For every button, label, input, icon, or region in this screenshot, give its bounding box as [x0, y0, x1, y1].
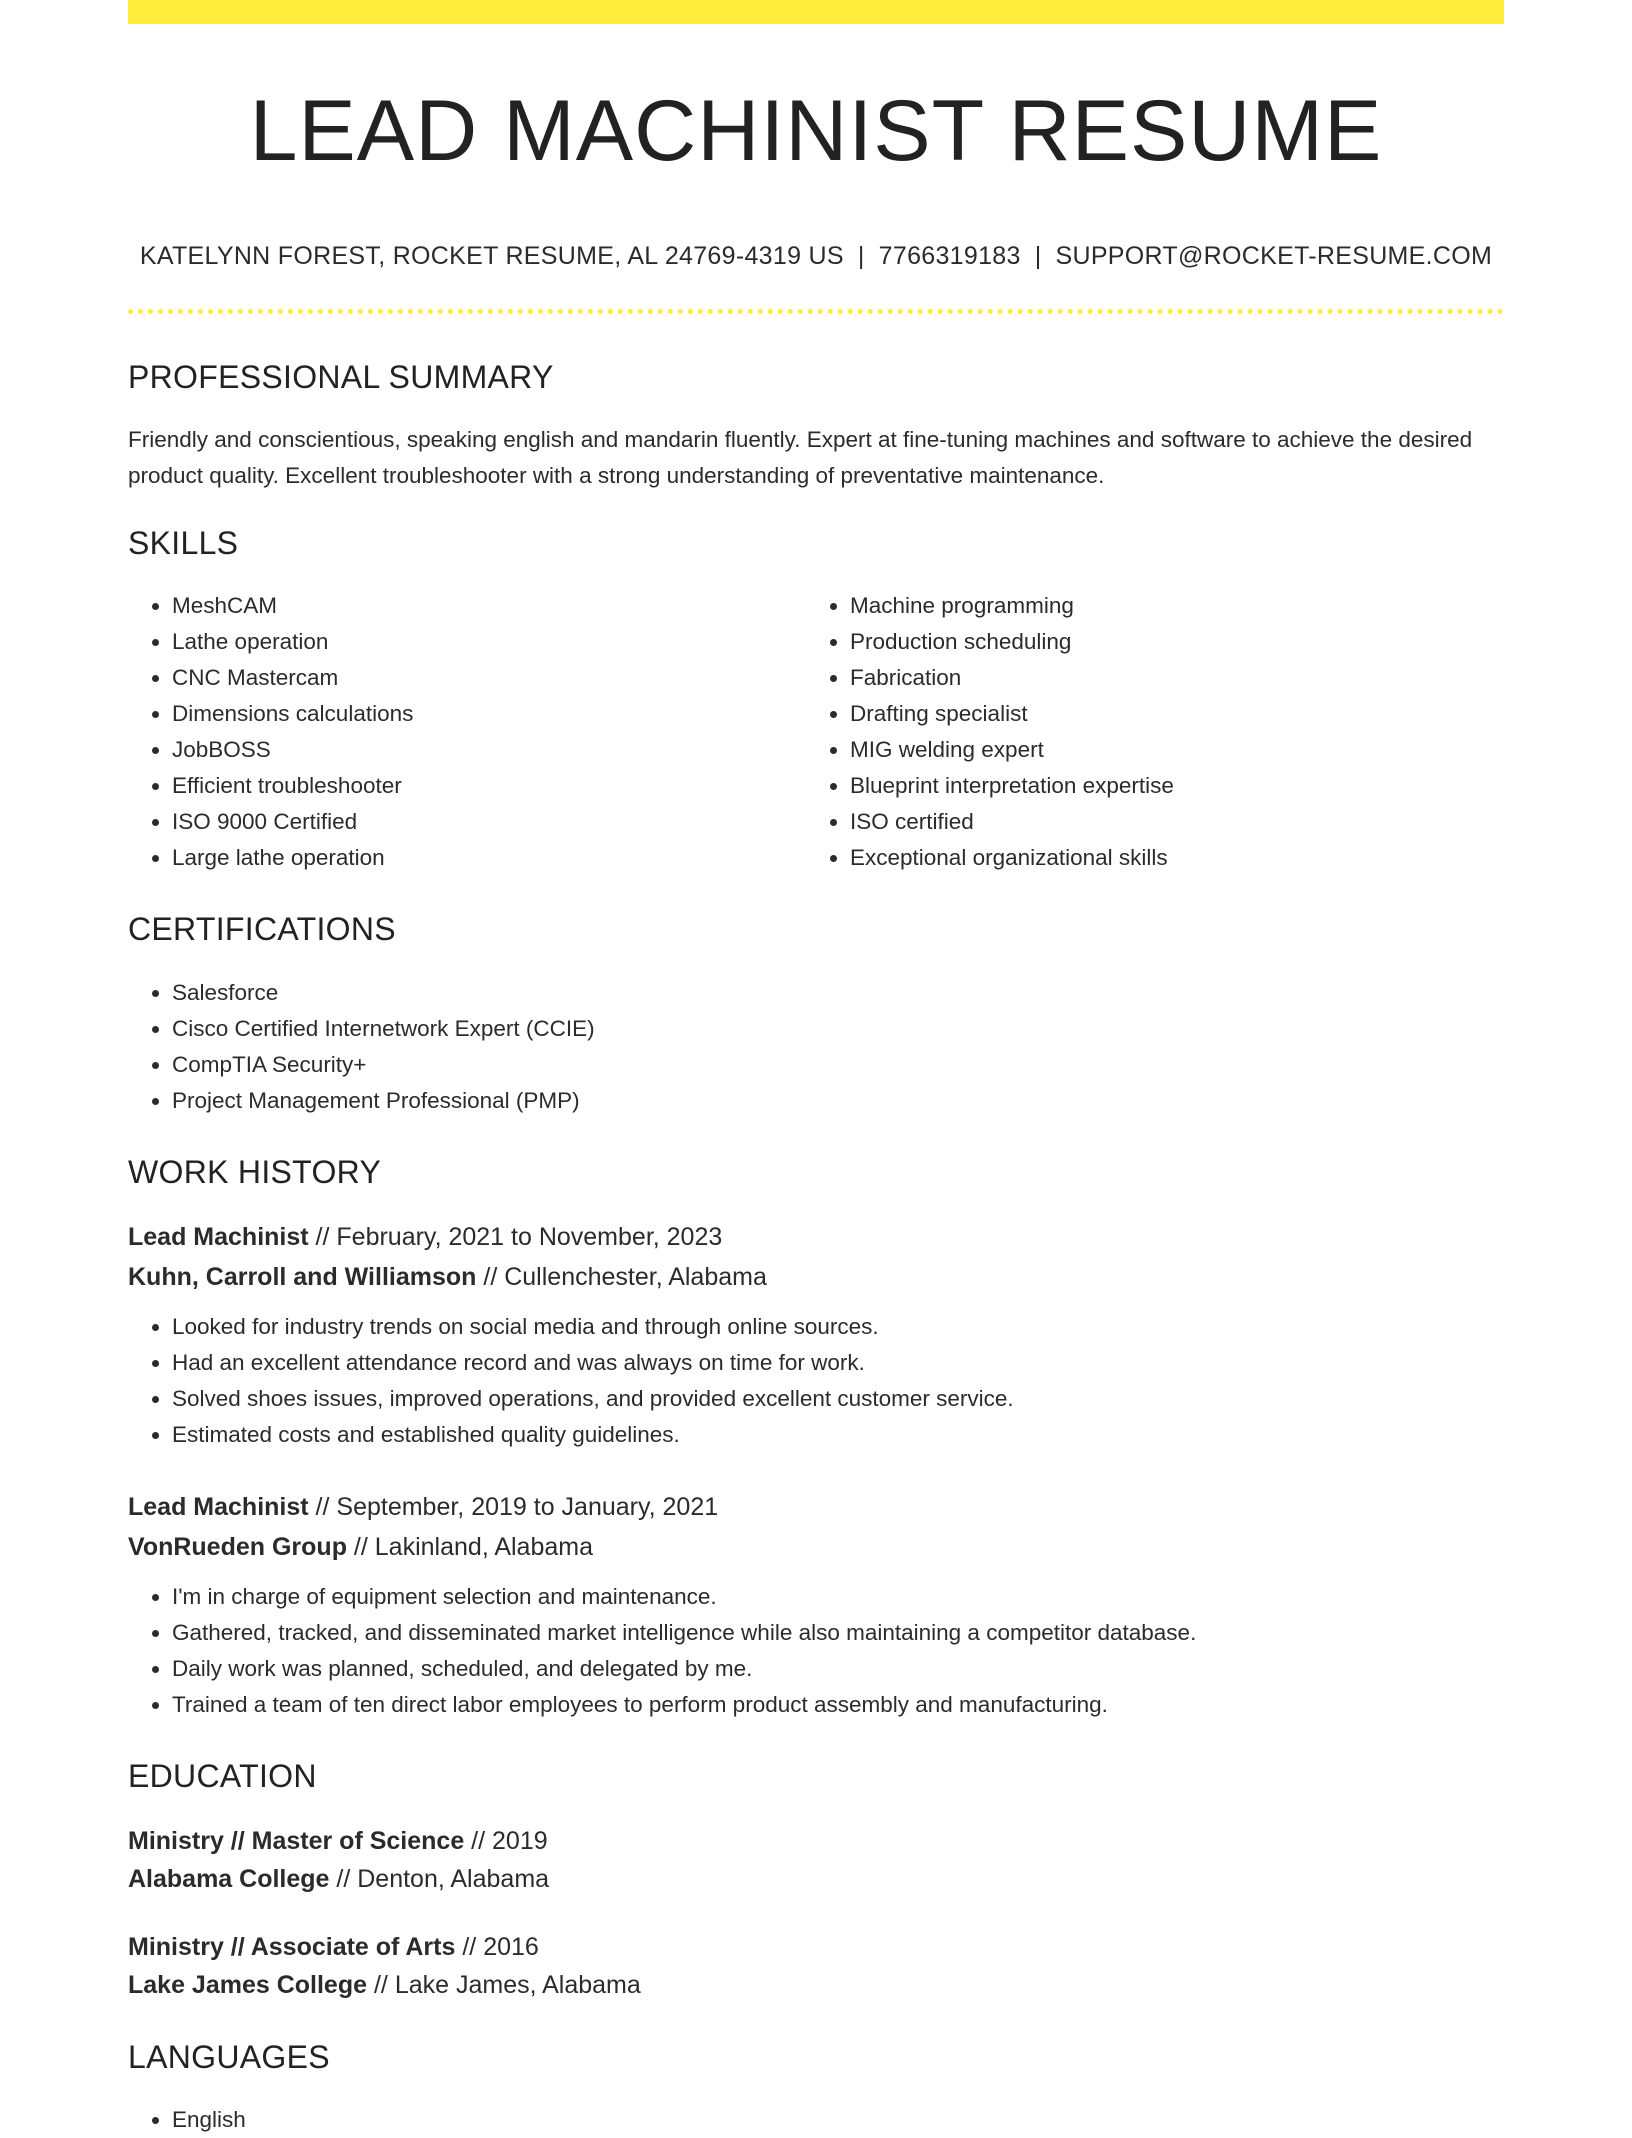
- languages-list: [128, 2102, 1504, 2138]
- contact-phone: 7766319183: [878, 241, 1021, 270]
- professional-summary-section: [128, 358, 1504, 494]
- education-year: 2016: [483, 1932, 539, 1961]
- contact-line: [128, 241, 1504, 271]
- summary-text: Friendly and conscientious, speaking english and mandarin fluently. Expert at fine-tuning machines and software to achieve the desired product quality. Excellent troubleshooter with a strong understanding of preventative maintenance.: [128, 426, 1473, 488]
- section-heading-languages: LANGUAGES: [128, 2038, 330, 2075]
- skill-item: • MeshCAM: [172, 588, 806, 624]
- job-location: Lakinland, Alabama: [374, 1533, 593, 1562]
- education-location: Lake James, Alabama: [394, 1970, 641, 1999]
- education-degree-line: [128, 1822, 1504, 1860]
- skill-item: • Machine programming: [850, 588, 1484, 624]
- job-company: VonRueden Group: [128, 1533, 347, 1562]
- separator: //: [464, 1826, 493, 1855]
- education-entry: [128, 1822, 1504, 1898]
- contact-separator: |: [857, 241, 865, 270]
- education-degree: Ministry // Master of Science: [128, 1826, 465, 1855]
- skill-item: • ISO certified: [850, 804, 1484, 840]
- skills-section: [128, 524, 1504, 876]
- separator: //: [329, 1864, 358, 1893]
- skill-item: • ISO 9000 Certified: [172, 804, 806, 840]
- section-heading-work-history: WORK HISTORY: [128, 1153, 382, 1190]
- job-bullet: • Estimated costs and established quality guidelines.: [172, 1417, 1504, 1453]
- work-history-section: [128, 1153, 1504, 1723]
- dotted-divider: [128, 309, 1504, 314]
- job-bullets: [128, 1309, 1504, 1453]
- education-section: [128, 1757, 1504, 2003]
- skill-item: • Fabrication: [850, 660, 1484, 696]
- education-school-line: [128, 1966, 1504, 2004]
- certifications-list: [128, 975, 1504, 1119]
- job-bullet: • Solved shoes issues, improved operations, and provided excellent customer service.: [172, 1381, 1504, 1417]
- education-year: 2019: [492, 1826, 548, 1855]
- job-dates: February, 2021 to November, 2023: [336, 1223, 723, 1252]
- skill-item: • Production scheduling: [850, 624, 1484, 660]
- job-title: Lead Machinist: [128, 1493, 309, 1522]
- resume-page: [128, 0, 1504, 2138]
- job-role-line: [128, 1487, 1504, 1527]
- separator: //: [308, 1493, 337, 1522]
- skill-item: • Drafting specialist: [850, 696, 1484, 732]
- education-school: Alabama College: [128, 1864, 330, 1893]
- job-bullet: • Gathered, tracked, and disseminated market intelligence while also maintaining a competitor database.: [172, 1615, 1504, 1651]
- separator: //: [455, 1932, 484, 1961]
- skill-item: • Exceptional organizational skills: [850, 840, 1484, 876]
- job-bullet: • Looked for industry trends on social media and through online sources.: [172, 1309, 1504, 1345]
- skill-item: • Large lathe operation: [172, 840, 806, 876]
- certification-item: • Salesforce: [172, 975, 1504, 1011]
- certification-item: • CompTIA Security+: [172, 1047, 1504, 1083]
- skill-item: • Dimensions calculations: [172, 696, 806, 732]
- education-school-line: [128, 1860, 1504, 1898]
- skill-item: • Efficient troubleshooter: [172, 768, 806, 804]
- job-company-line: [128, 1527, 1504, 1567]
- job-location: Cullenchester, Alabama: [504, 1263, 767, 1292]
- job-title: Lead Machinist: [128, 1223, 309, 1252]
- education-degree: Ministry // Associate of Arts: [128, 1932, 456, 1961]
- separator: //: [476, 1263, 505, 1292]
- job-entry: [128, 1487, 1504, 1723]
- job-bullet: • Trained a team of ten direct labor employees to perform product assembly and manufacturing.: [172, 1687, 1504, 1723]
- certification-item: • Cisco Certified Internetwork Expert (CCIE): [172, 1011, 1504, 1047]
- separator: //: [367, 1970, 395, 1999]
- job-bullet: • Had an excellent attendance record and was always on time for work.: [172, 1345, 1504, 1381]
- job-company-line: [128, 1257, 1504, 1297]
- section-heading-summary: PROFESSIONAL SUMMARY: [128, 358, 554, 395]
- separator: //: [308, 1223, 337, 1252]
- education-entry: [128, 1928, 1504, 2004]
- job-dates: September, 2019 to January, 2021: [336, 1493, 719, 1522]
- contact-separator: |: [1034, 241, 1042, 270]
- skills-list-left: [128, 588, 806, 876]
- language-item: • English: [172, 2102, 1504, 2138]
- contact-email: SUPPORT@ROCKET-RESUME.COM: [1055, 241, 1493, 270]
- skill-item: • MIG welding expert: [850, 732, 1484, 768]
- education-degree-line: [128, 1928, 1504, 1966]
- certifications-section: [128, 910, 1504, 1118]
- section-heading-education: EDUCATION: [128, 1758, 317, 1795]
- job-entry: [128, 1217, 1504, 1453]
- section-heading-skills: SKILLS: [128, 524, 239, 561]
- section-heading-certifications: CERTIFICATIONS: [128, 911, 396, 948]
- job-bullet: • I'm in charge of equipment selection and maintenance.: [172, 1579, 1504, 1615]
- job-bullet: • Daily work was planned, scheduled, and delegated by me.: [172, 1651, 1504, 1687]
- skills-list-right: [806, 588, 1484, 876]
- skill-item: • JobBOSS: [172, 732, 806, 768]
- skill-item: • Lathe operation: [172, 624, 806, 660]
- skills-column-left: [128, 588, 806, 876]
- job-bullets: [128, 1579, 1504, 1723]
- accent-top-bar: [128, 0, 1504, 24]
- job-company: Kuhn, Carroll and Williamson: [128, 1263, 477, 1292]
- separator: //: [346, 1533, 375, 1562]
- skill-item: • CNC Mastercam: [172, 660, 806, 696]
- page-title: LEAD MACHINIST RESUME: [249, 83, 1383, 179]
- languages-section: [128, 2038, 1504, 2138]
- skill-item: • Blueprint interpretation expertise: [850, 768, 1484, 804]
- certification-item: • Project Management Professional (PMP): [172, 1083, 1504, 1119]
- contact-address: KATELYNN FOREST, ROCKET RESUME, AL 24769-4319 US: [139, 241, 844, 270]
- skills-columns: [128, 588, 1504, 876]
- education-location: Denton, Alabama: [357, 1864, 550, 1893]
- skills-column-right: [806, 588, 1484, 876]
- education-school: Lake James College: [128, 1970, 368, 1999]
- job-role-line: [128, 1217, 1504, 1257]
